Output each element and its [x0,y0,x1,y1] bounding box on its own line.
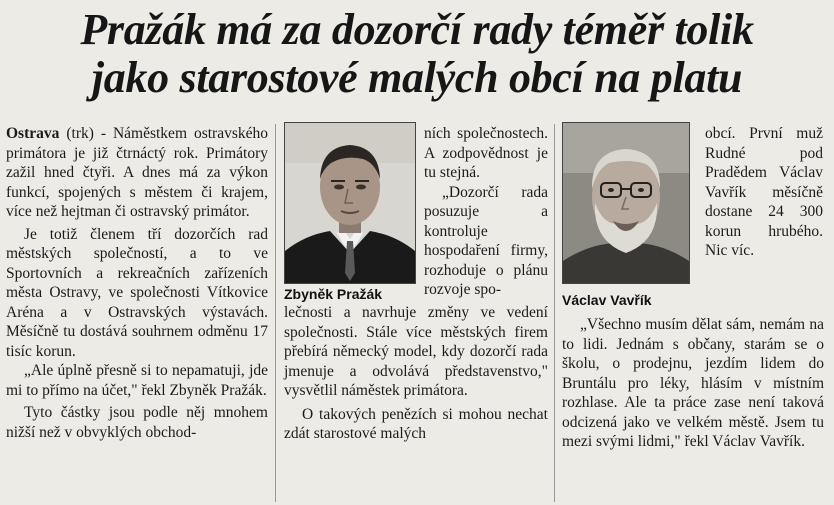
photo-caption: Zbyněk Pražák [284,286,383,302]
paragraph: ních společnostech. A zodpovědnost je tu stejná. [424,125,548,181]
lead-paragraph [6,124,268,222]
paragraph: Tyto částky jsou podle něj mnohem nižší než v obvyklých obchod- [6,404,268,441]
portrait-photo-zbynek-prazak [284,122,416,284]
headline-line-2: jako starostové malých obcí na platu [91,53,743,102]
portrait-image [285,123,415,283]
paragraph: lečnosti a navrhuje změny ve vedení společnosti. Stále více městských firem přebírá německý model, kdy dozorčí rada jmenuje a odvolává představenstvo," vysvětlil náměstek primátora. [284,304,548,399]
article-column-3-top [705,124,823,261]
paragraph: obcí. První muž Rudné pod Pradědem Václav Vavřík měsíčně dostane 24 300 korun hrubého. Nic víc. [705,125,823,259]
portrait-photo-vaclav-vavrik [562,122,690,284]
lead-text: (trk) - Náměstkem ostravského primátora je již čtrnáctý rok. Primátory zažil hned čtyři. A dnes má za výkon funkcí, spojených s městem či krajem, více než hejtman či ostravský primátor. [6,125,268,220]
article-column-1 [6,124,268,442]
headline-line-1: Pražák má za dozorčí rady téměř tolik [80,5,754,54]
quote-paragraph: „Dozorčí rada posuzuje a kontroluje hospodaření firmy, rozhoduje o plánu rozvoje spo- [424,183,548,298]
article-column-2-bottom [284,303,548,444]
paragraph: O takových penězích si mohou nechat zdát starostové malých [284,405,548,442]
dateline: Ostrava [6,125,60,142]
portrait-image [563,123,689,283]
quote-paragraph: „Všechno musím dělat sám, nemám na to lidi. Jednám s občany, starám se o školu, o prodejnu, jezdím lidem do Bruntálu pro léky, hlásím v místním rozhlase. Ale ta práce zase není taková odcizená jako ve velkém městě. Jsem tu mezi svými lidmi," řekl Václav Vavřík. [562,316,824,450]
photo-caption: Václav Vavřík [562,292,652,308]
article-column-3-bottom [562,315,824,452]
quote-paragraph: „Ale úplně přesně si to nepamatuji, jde mi to přímo na účet," řekl Zbyněk Pražák. [6,362,268,399]
column-divider [554,124,555,502]
headline [0,6,834,102]
article-column-2-top [424,124,548,300]
paragraph: Je totiž členem tří dozorčích rad městských společností, a to ve Sportovních a rekreačních zařízeních města Ostravy, ve společnosti Vítkovice Aréna a v Ostravských výstavách. Měsíčně tu dostává souhrnem odměnu 17 tisíc korun. [6,225,268,360]
column-divider [275,124,276,502]
